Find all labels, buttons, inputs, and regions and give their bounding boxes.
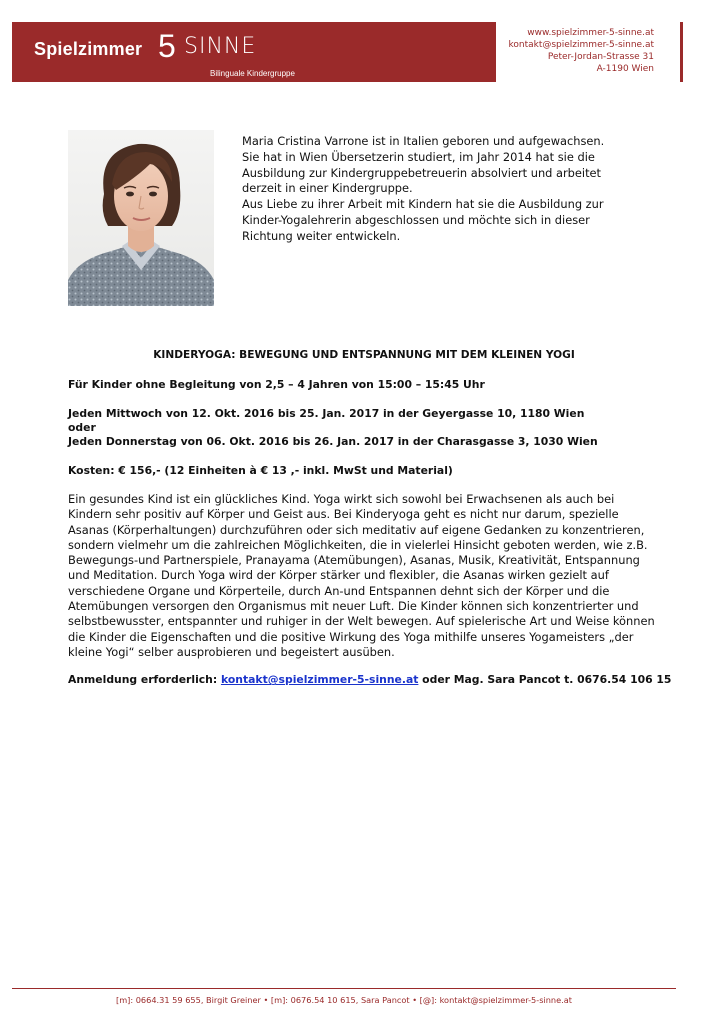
audience-line: Für Kinder ohne Begleitung von 2,5 – 4 Jahren von 15:00 – 15:45 Uhr [68,378,485,391]
header-contact [508,27,654,75]
website-link[interactable]: www.spielzimmer-5-sinne.at [527,28,654,38]
registration-line [68,673,672,687]
schedule-wednesday: Jeden Mittwoch von 12. Okt. 2016 bis 25. Jan. 2017 in der Geyergasse 10, 1180 Wien [68,407,585,420]
footer-divider [12,988,676,989]
bio-paragraph: Aus Liebe zu ihrer Arbeit mit Kindern hat sie die Ausbildung zur Kinder-Yogalehrerin abgeschlossen und möchte sich in dieser Richtung weiter entwickeln. [242,197,604,243]
registration-email-link[interactable]: kontakt@spielzimmer-5-sinne.at [220,673,419,687]
portrait-photo [68,130,214,306]
cost-line: Kosten: € 156,- (12 Einheiten à € 13 ,- inkl. MwSt und Material) [68,464,453,477]
logo-sinne: SINNE [184,34,257,59]
header-accent-bar [680,22,683,82]
email-link[interactable]: kontakt@spielzimmer-5-sinne.at [508,40,654,50]
header-logo-band [12,22,496,82]
course-info [68,348,672,687]
address-city: A-1190 Wien [596,64,654,74]
logo-wordmark: Spielzimmer [34,39,143,59]
logo-number: 5 [158,28,176,64]
bio-paragraph: Maria Cristina Varrone ist in Italien geboren und aufgewachsen. Sie hat in Wien Übersetzerin studiert, im Jahr 2014 hat sie die Ausbildung zur Kindergruppebetreuerin absolviert und arbeitet derzeit in einer Kindergruppe. [242,134,605,196]
bio-text [242,134,622,245]
course-title: KINDERYOGA: BEWEGUNG UND ENTSPANNUNG MIT DEM KLEINEN YOGI [153,349,575,361]
registration-prefix: Anmeldung erforderlich: [68,673,218,687]
schedule-or: oder [68,421,96,434]
address-street: Peter-Jordan-Strasse 31 [547,52,654,62]
registration-suffix: oder Mag. Sara Pancot t. 0676.54 106 15 [422,673,672,687]
schedule-thursday: Jeden Donnerstag von 06. Okt. 2016 bis 26. Jan. 2017 in der Charasgasse 3, 1030 Wien [68,435,598,448]
logo-subtitle: Bilinguale Kindergruppe [210,69,295,78]
description-paragraph: Ein gesundes Kind ist ein glückliches Kind. Yoga wirkt sich sowohl bei Erwachsenen als auch bei Kindern sehr positiv auf Körper und Geist aus. Bei Kinderyoga geht es nicht nur darum, spezielle Asanas (Körperhaltungen) durchzuführen oder sich meditativ auf eigene Gedanken zu konzentrieren, sondern vielmehr um die zahlreichen Möglichkeiten, die in vielerlei Hinsicht geboten werden, wie z.B. Bewegungs-und Partnerspiele, Pranayama (Atemübungen), Asanas, Musik, Kreativität, Entspannung und Meditation. Durch Yoga wird der Körper stärker und flexibler, die Asanas wirken gezielt auf verschiedene Organe und Körperteile, durch An-und Entspannen dehnt sich der Körper und die Atemübungen versorgen den Organismus mit neuer Luft. Die Kinder können sich konzentrierter und selbstbewusster, entspannter und ruhiger in der Welt bewegen. Auf spielerische Art und Weise können die Kinder die Eigenschaften und die positive Wirkung des Yoga mithilfe unseres Yogameisters „der kleine Yogi“ selber ausprobieren und begeistert ausüben. [68,492,655,659]
footer-contacts: [m]: 0664.31 59 655, Birgit Greiner • [m]: 0676.54 10 615, Sara Pancot • [@]: kontakt@spielzimmer-5-sinne.at [116,995,572,1005]
